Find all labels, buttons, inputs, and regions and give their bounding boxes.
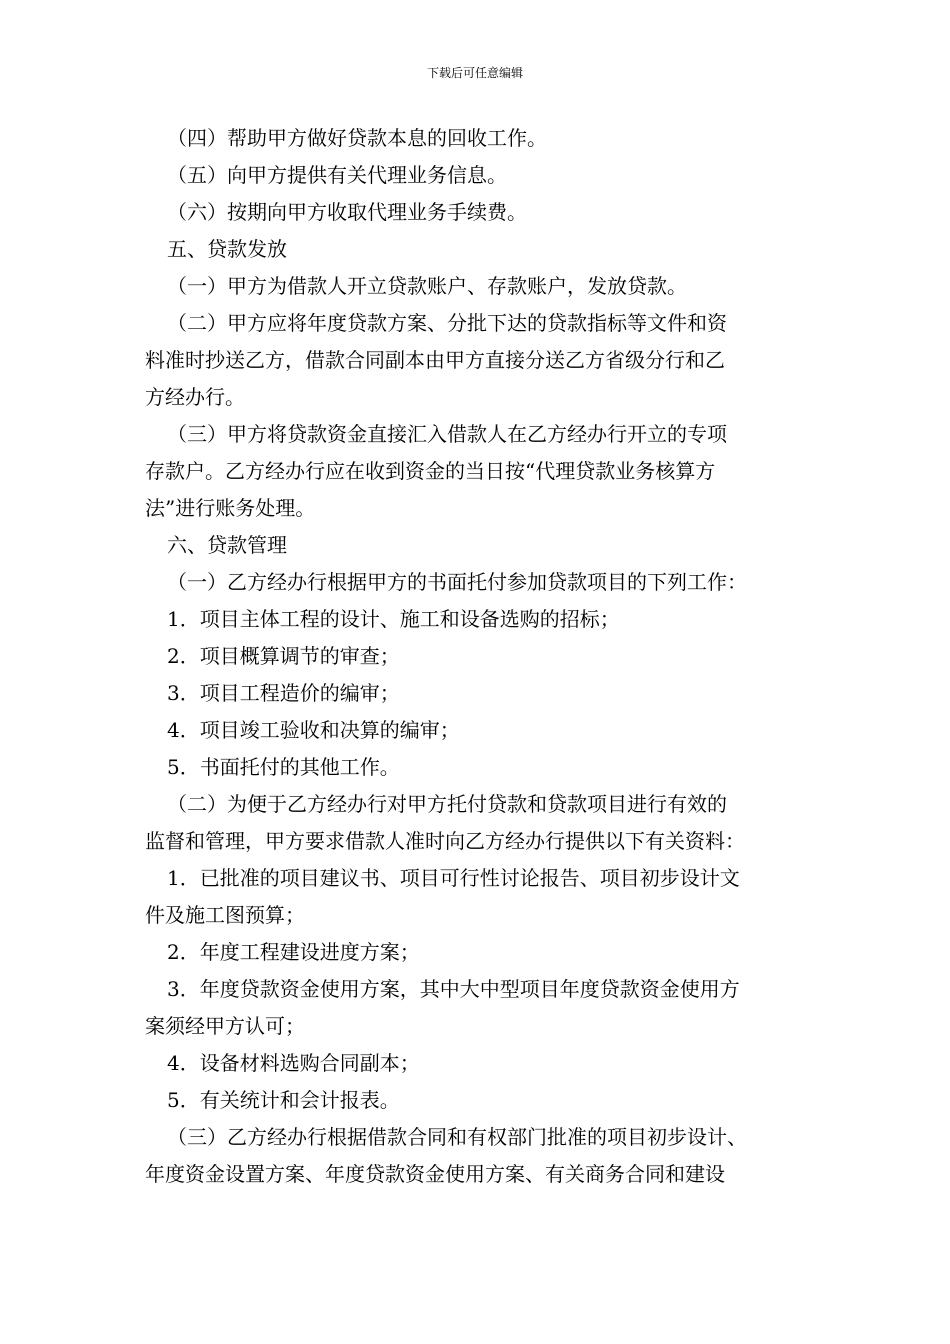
text-line: 存款户。乙方经办行应在收到资金的当日按“代理贷款业务核算方 <box>145 459 716 483</box>
text-line: 2．年度工程建设进度方案； <box>167 940 420 964</box>
text-line: 案须经甲方认可； <box>145 1014 305 1038</box>
text-line: （六）按期向甲方收取代理业务手续费。 <box>167 200 527 224</box>
text-line: （三）甲方将贷款资金直接汇入借款人在乙方经办行开立的专项 <box>167 422 727 446</box>
text-line: 5．书面托付的其他工作。 <box>167 755 400 779</box>
text-line: （一）乙方经办行根据甲方的书面托付参加贷款项目的下列工作： <box>167 570 747 594</box>
text-line: （一）甲方为借款人开立贷款账户、存款账户，发放贷款。 <box>167 274 687 298</box>
text-line: 1．已批准的项目建议书、项目可行性讨论报告、项目初步设计文 <box>167 866 740 890</box>
text-line: 5．有关统计和会计报表。 <box>167 1088 400 1112</box>
text-line: （二）为便于乙方经办行对甲方托付贷款和贷款项目进行有效的 <box>167 792 727 816</box>
text-line: 2．项目概算调节的审查； <box>167 644 400 668</box>
text-line: 料准时抄送乙方，借款合同副本由甲方直接分送乙方省级分行和乙 <box>145 348 725 372</box>
document-body <box>145 120 810 1193</box>
text-line: 3．年度贷款资金使用方案，其中大中型项目年度贷款资金使用方 <box>167 977 740 1001</box>
text-line: 方经办行。 <box>145 385 245 409</box>
text-line: （三）乙方经办行根据借款合同和有权部门批准的项目初步设计、 <box>167 1125 747 1149</box>
text-line: 监督和管理，甲方要求借款人准时向乙方经办行提供以下有关资料： <box>145 829 745 853</box>
text-line: 3．项目工程造价的编审； <box>167 681 400 705</box>
text-line: 六、贷款管理 <box>167 533 287 557</box>
text-line: （五）向甲方提供有关代理业务信息。 <box>167 163 507 187</box>
text-line: 法”进行账务处理。 <box>145 496 316 520</box>
text-line: 件及施工图预算； <box>145 903 305 927</box>
page-header: 下载后可任意编辑 <box>426 66 523 80</box>
text-line: 1．项目主体工程的设计、施工和设备选购的招标； <box>167 607 620 631</box>
text-line: （二）甲方应将年度贷款方案、分批下达的贷款指标等文件和资 <box>167 311 727 335</box>
text-line: （四）帮助甲方做好贷款本息的回收工作。 <box>167 126 547 150</box>
text-line: 4．设备材料选购合同副本； <box>167 1051 420 1075</box>
text-line: 4．项目竣工验收和决算的编审； <box>167 718 460 742</box>
text-line: 年度资金设置方案、年度贷款资金使用方案、有关商务合同和建设 <box>145 1162 725 1186</box>
text-line: 五、贷款发放 <box>167 237 287 261</box>
